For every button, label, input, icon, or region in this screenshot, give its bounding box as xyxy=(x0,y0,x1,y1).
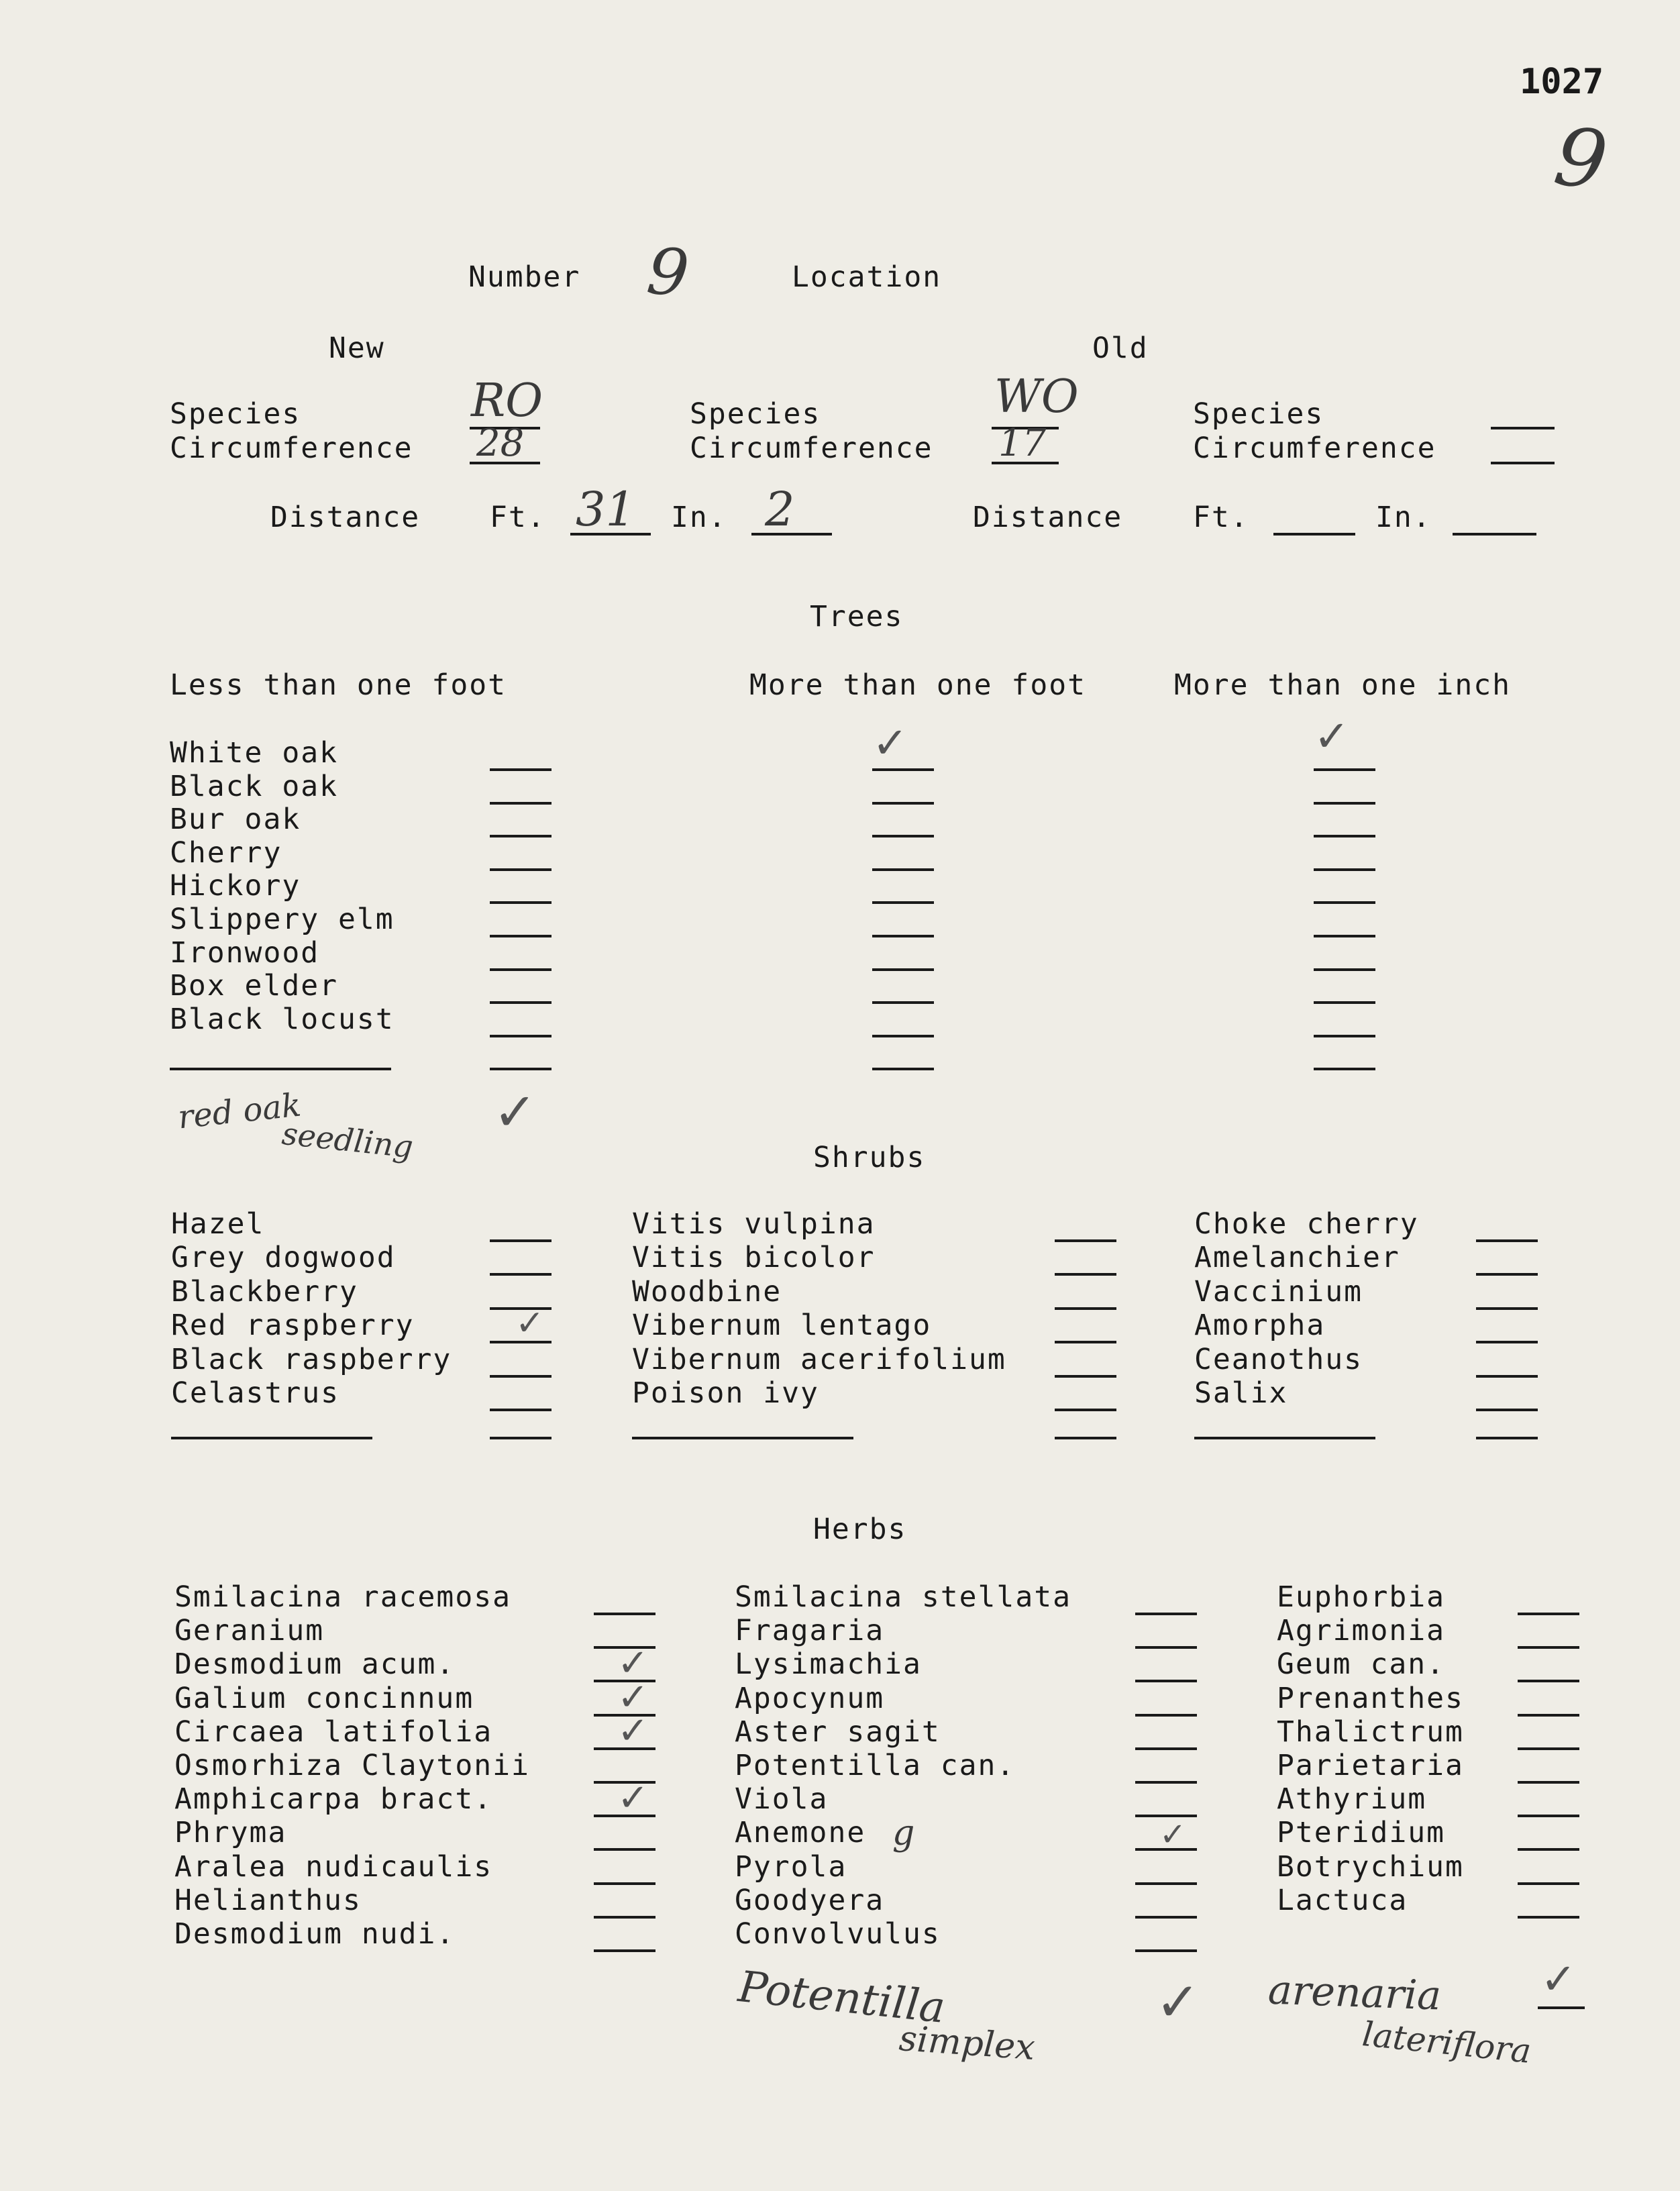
herb-blank[interactable] xyxy=(1518,1848,1579,1851)
shrub-item: Ceanothus xyxy=(1194,1343,1363,1376)
shrub-blank[interactable] xyxy=(1055,1307,1116,1310)
herb-blank[interactable] xyxy=(1135,1613,1197,1615)
herbs-extra1-line2: simplex xyxy=(898,2019,1037,2068)
shrub-blank[interactable] xyxy=(1476,1307,1538,1310)
tree-extra-more-inch-blank[interactable] xyxy=(1314,1068,1375,1070)
herb-item: Prenanthes xyxy=(1277,1682,1464,1715)
herb-blank[interactable] xyxy=(1135,1781,1197,1784)
tree-more-foot-blank[interactable] xyxy=(872,802,934,805)
shrub-blank[interactable] xyxy=(490,1273,552,1276)
shrub-blank[interactable] xyxy=(1476,1341,1538,1343)
shrub-item: Red raspberry xyxy=(171,1309,415,1342)
tree-item: Box elder xyxy=(170,969,338,1003)
species-label-new: Species xyxy=(170,397,301,431)
shrub-item: Vitis vulpina xyxy=(632,1207,876,1241)
shrub-item: Vitis bicolor xyxy=(632,1241,876,1274)
herb-item: Pteridium xyxy=(1277,1816,1445,1849)
shrub-item: Amelanchier xyxy=(1194,1241,1400,1274)
check-herb-col1: ✓ xyxy=(617,1641,649,1685)
shrub-item: Grey dogwood xyxy=(171,1241,396,1274)
herb-item: Apocynum xyxy=(735,1682,885,1715)
herb-item: Phryma xyxy=(174,1816,287,1849)
tree-less-foot-blank[interactable] xyxy=(490,935,552,937)
ft-value-new: 31 xyxy=(576,482,636,537)
check-extra2: ✓ xyxy=(1540,1955,1577,2004)
tree-more-foot-blank[interactable] xyxy=(872,1035,934,1037)
herb-item: Goodyera xyxy=(735,1884,885,1917)
ft-blank-old[interactable] xyxy=(1273,533,1355,536)
herb-item: Fragaria xyxy=(735,1614,885,1647)
herb-blank[interactable] xyxy=(594,1882,655,1885)
species-label-old1: Species xyxy=(690,397,821,431)
tree-more-inch-blank[interactable] xyxy=(1314,835,1375,837)
shrub-extra-name-blank[interactable] xyxy=(1194,1437,1375,1439)
tree-less-foot-blank[interactable] xyxy=(490,802,552,805)
tree-item: Ironwood xyxy=(170,936,320,970)
herb-blank[interactable] xyxy=(1135,1949,1197,1952)
herb-item: Osmorhiza Claytonii xyxy=(174,1749,530,1782)
tree-more-foot-blank[interactable] xyxy=(872,935,934,937)
tree-less-foot-blank[interactable] xyxy=(490,835,552,837)
trees-col2-header: More than one foot xyxy=(749,668,1086,702)
old-label: Old xyxy=(1092,332,1149,365)
tree-more-foot-blank[interactable] xyxy=(872,968,934,971)
tree-item: Bur oak xyxy=(170,803,301,836)
tree-more-inch-blank[interactable] xyxy=(1314,935,1375,937)
trees-col3-header: More than one inch xyxy=(1174,668,1511,702)
trees-note-line1: red oak xyxy=(176,1086,303,1137)
tree-more-inch-blank[interactable] xyxy=(1314,768,1375,771)
herb-blank[interactable] xyxy=(1518,1916,1579,1919)
shrubs-heading: Shrubs xyxy=(813,1141,926,1174)
distance-label-old: Distance xyxy=(973,501,1123,534)
tree-extra-less-blank[interactable] xyxy=(490,1068,552,1070)
circumference-label-new: Circumference xyxy=(170,431,413,465)
circumference-label-old2: Circumference xyxy=(1193,431,1436,465)
check-anemone: ✓ xyxy=(1159,1816,1187,1853)
tree-more-foot-blank[interactable] xyxy=(872,835,934,837)
tree-item: Hickory xyxy=(170,869,301,903)
herb-item: Circaea latifolia xyxy=(174,1715,493,1749)
shrub-item: Poison ivy xyxy=(632,1376,819,1410)
herb-blank[interactable] xyxy=(1135,1747,1197,1750)
herb-blank[interactable] xyxy=(1518,1646,1579,1649)
tree-more-inch-blank[interactable] xyxy=(1314,1001,1375,1004)
trees-note-line2: seedling xyxy=(280,1115,415,1166)
old1-circumference-value: 17 xyxy=(998,421,1047,465)
shrub-blank[interactable] xyxy=(1476,1375,1538,1378)
number-value: 9 xyxy=(643,233,692,312)
herb-item: Parietaria xyxy=(1277,1749,1464,1782)
herb-item: Anemone xyxy=(735,1816,866,1849)
in-blank-old[interactable] xyxy=(1453,533,1536,536)
tree-extra-name-blank[interactable] xyxy=(170,1068,391,1070)
in-label-old: In. xyxy=(1375,501,1432,534)
herb-item: Desmodium acum. xyxy=(174,1647,456,1681)
new-label: New xyxy=(329,332,385,365)
herb-item: Smilacina racemosa xyxy=(174,1580,511,1614)
trees-col1-header: Less than one foot xyxy=(170,668,507,702)
herb-item: Smilacina stellata xyxy=(735,1580,1071,1614)
tree-extra-more-foot-blank[interactable] xyxy=(872,1068,934,1070)
anemone-note: g xyxy=(892,1813,915,1853)
number-label: Number xyxy=(468,260,581,294)
herbs-heading: Herbs xyxy=(813,1513,907,1546)
herb-item: Athyrium xyxy=(1277,1782,1427,1816)
herb-item: Aralea nudicaulis xyxy=(174,1850,493,1884)
tree-less-foot-blank[interactable] xyxy=(490,768,552,771)
tree-more-foot-blank[interactable] xyxy=(872,868,934,871)
herb-item: Helianthus xyxy=(174,1884,362,1917)
old2-circumference-blank[interactable] xyxy=(1491,462,1555,464)
check-herb-col1: ✓ xyxy=(617,1676,649,1719)
shrub-item: Hazel xyxy=(171,1207,265,1241)
ft-label-old: Ft. xyxy=(1193,501,1249,534)
herb-blank[interactable] xyxy=(594,1613,655,1615)
shrub-extra-blank[interactable] xyxy=(1055,1437,1116,1439)
shrub-item: Choke cherry xyxy=(1194,1207,1419,1241)
check-herb-col1: ✓ xyxy=(617,1709,649,1753)
tree-more-inch-blank[interactable] xyxy=(1314,868,1375,871)
herb-blank[interactable] xyxy=(1518,1781,1579,1784)
herb-item: Botrychium xyxy=(1277,1850,1464,1884)
shrub-item: Salix xyxy=(1194,1376,1288,1410)
shrub-item: Vaccinium xyxy=(1194,1275,1363,1309)
tree-item: Cherry xyxy=(170,836,282,870)
check-white-oak-more-foot: ✓ xyxy=(872,719,908,768)
herb-blank[interactable] xyxy=(1135,1714,1197,1717)
species-label-old2: Species xyxy=(1193,397,1324,431)
herb-blank[interactable] xyxy=(1518,1613,1579,1615)
ft-label-new: Ft. xyxy=(490,501,546,534)
check-extra1: ✓ xyxy=(1155,1971,1201,2033)
shrub-blank[interactable] xyxy=(490,1239,552,1242)
herb-blank[interactable] xyxy=(1518,1882,1579,1885)
in-label-new: In. xyxy=(671,501,727,534)
herb-item: Thalictrum xyxy=(1277,1715,1464,1749)
tree-item: Slippery elm xyxy=(170,903,395,936)
shrub-blank[interactable] xyxy=(490,1375,552,1378)
extra2-blank[interactable] xyxy=(1538,2006,1585,2009)
tree-less-foot-blank[interactable] xyxy=(490,901,552,904)
herb-blank[interactable] xyxy=(1135,1646,1197,1649)
herb-blank[interactable] xyxy=(1135,1916,1197,1919)
shrub-blank[interactable] xyxy=(1476,1273,1538,1276)
herb-item: Agrimonia xyxy=(1277,1614,1445,1647)
trees-heading: Trees xyxy=(810,600,904,633)
shrub-item: Blackberry xyxy=(171,1275,358,1309)
location-label: Location xyxy=(792,260,942,294)
herb-item: Aster sagit xyxy=(735,1715,941,1749)
herb-blank[interactable] xyxy=(1518,1747,1579,1750)
tree-more-inch-blank[interactable] xyxy=(1314,901,1375,904)
tree-less-foot-blank[interactable] xyxy=(490,1001,552,1004)
shrub-item: Vibernum lentago xyxy=(632,1309,932,1342)
shrub-blank[interactable] xyxy=(490,1409,552,1411)
check-red-raspberry: ✓ xyxy=(515,1303,545,1343)
herb-item: Geum can. xyxy=(1277,1647,1445,1681)
herb-item: Geranium xyxy=(174,1614,325,1647)
shrub-item: Black raspberry xyxy=(171,1343,452,1376)
herb-item: Amphicarpa bract. xyxy=(174,1782,493,1816)
shrub-blank[interactable] xyxy=(1055,1341,1116,1343)
herb-item: Lactuca xyxy=(1277,1884,1408,1917)
herb-blank[interactable] xyxy=(1518,1815,1579,1817)
tree-more-inch-blank[interactable] xyxy=(1314,1035,1375,1037)
new-circumference-value: 28 xyxy=(476,421,525,465)
check-note-seedling: ✓ xyxy=(493,1082,537,1143)
herb-blank[interactable] xyxy=(1518,1714,1579,1717)
shrub-item: Amorpha xyxy=(1194,1309,1326,1342)
tree-item: Black oak xyxy=(170,770,338,803)
tree-less-foot-blank[interactable] xyxy=(490,968,552,971)
in-value-new: 2 xyxy=(765,482,795,537)
herb-item: Convolvulus xyxy=(735,1917,941,1951)
shrub-blank[interactable] xyxy=(1055,1409,1116,1411)
distance-label-new: Distance xyxy=(270,501,421,534)
herb-item: Lysimachia xyxy=(735,1647,922,1681)
tree-item: Black locust xyxy=(170,1003,395,1036)
herb-blank[interactable] xyxy=(1135,1882,1197,1885)
shrub-extra-blank[interactable] xyxy=(490,1437,552,1439)
new-species-value: RO xyxy=(471,374,543,427)
shrub-blank[interactable] xyxy=(1055,1239,1116,1242)
tree-more-inch-blank[interactable] xyxy=(1314,968,1375,971)
shrub-item: Vibernum acerifolium xyxy=(632,1343,1006,1376)
herb-item: Viola xyxy=(735,1782,829,1816)
herb-blank[interactable] xyxy=(594,1916,655,1919)
tree-more-foot-blank[interactable] xyxy=(872,1001,934,1004)
shrub-extra-name-blank[interactable] xyxy=(632,1437,853,1439)
herb-blank[interactable] xyxy=(1518,1680,1579,1682)
tree-item: White oak xyxy=(170,736,338,770)
check-herb-col1: ✓ xyxy=(617,1776,649,1820)
herb-item: Desmodium nudi. xyxy=(174,1917,456,1951)
shrub-blank[interactable] xyxy=(1055,1273,1116,1276)
herbs-extra2-line1: arenaria xyxy=(1267,1966,1442,2020)
tree-less-foot-blank[interactable] xyxy=(490,1035,552,1037)
herb-blank[interactable] xyxy=(594,1949,655,1952)
old1-species-value: WO xyxy=(994,370,1079,423)
tree-more-inch-blank[interactable] xyxy=(1314,802,1375,805)
corner-stamp: 1027 xyxy=(1520,62,1604,102)
tree-more-foot-blank[interactable] xyxy=(872,901,934,904)
shrub-item: Celastrus xyxy=(171,1376,339,1410)
herb-item: Potentilla can. xyxy=(735,1749,1016,1782)
shrub-extra-name-blank[interactable] xyxy=(171,1437,372,1439)
old2-species-blank[interactable] xyxy=(1491,427,1555,429)
herb-blank[interactable] xyxy=(1135,1680,1197,1682)
shrub-blank[interactable] xyxy=(1476,1409,1538,1411)
herb-blank[interactable] xyxy=(594,1848,655,1851)
shrub-extra-blank[interactable] xyxy=(1476,1437,1538,1439)
tree-more-foot-blank[interactable] xyxy=(872,768,934,771)
shrub-item: Woodbine xyxy=(632,1275,782,1309)
herb-item: Euphorbia xyxy=(1277,1580,1445,1614)
herb-item: Pyrola xyxy=(735,1850,847,1884)
check-white-oak-more-inch: ✓ xyxy=(1314,712,1350,762)
corner-sheet-number: 9 xyxy=(1548,109,1613,209)
herbs-extra1-line1: Potentilla xyxy=(735,1962,948,2033)
herbs-extra2-line2: lateriflora xyxy=(1360,2014,1533,2072)
tree-less-foot-blank[interactable] xyxy=(490,868,552,871)
circumference-label-old1: Circumference xyxy=(690,431,933,465)
herb-item: Galium concinnum xyxy=(174,1682,474,1715)
shrub-blank[interactable] xyxy=(1476,1239,1538,1242)
shrub-blank[interactable] xyxy=(1055,1375,1116,1378)
